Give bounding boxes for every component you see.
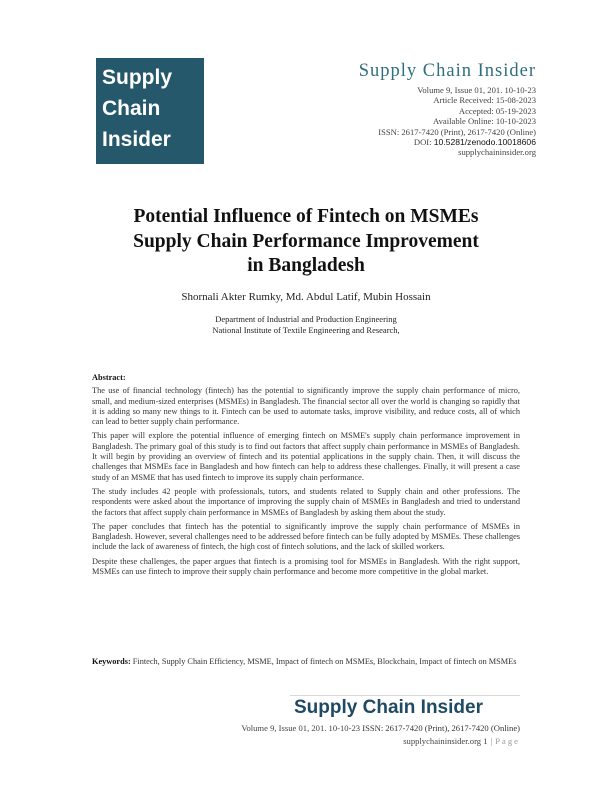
page-separator: | xyxy=(490,736,493,746)
paper-title xyxy=(0,205,612,279)
footer-volume: Volume 9, Issue 01, 201. 10-10-23 xyxy=(241,723,361,733)
footer-page-line xyxy=(403,736,520,746)
abstract-paragraph-1: The use of financial technology (fintech) has the potential to significantly improve the supply chain performance of micro, small, and medium-sized enterprises (MSMEs) in Bangladesh. The financial sector all over the world is changing so rapidly that it is adding so many new things to it. Fintech can be used to automate tasks, improve visibility, and reduce costs, all of which can lead to better supply chain performance. xyxy=(92,386,520,427)
abstract-heading: Abstract: xyxy=(92,373,126,382)
journal-volume: Volume 9, Issue 01, 201. 10-10-23 xyxy=(417,85,536,95)
doi-label: DOI: xyxy=(413,137,432,148)
affiliation-line-2: National Institute of Textile Engineering and Research, xyxy=(212,324,400,335)
article-received: Article Received: 15-08-2023 xyxy=(433,95,536,106)
abstract-paragraph-5: Despite these challenges, the paper argues that fintech is a promising tool for MSMEs in Bangladesh. With the right support, MSMEs can use fintech to improve their supply chain performance and become more competitive in the global market. xyxy=(92,556,520,577)
journal-issn: ISSN: 2617-7420 (Print), 2617-7420 (Online) xyxy=(378,126,536,137)
logo-line-2: Chain xyxy=(102,97,161,120)
journal-title: Supply Chain Insider xyxy=(358,61,536,81)
keywords-label: Keywords: xyxy=(92,657,131,666)
keywords-text: Fintech, Supply Chain Efficiency, MSME, Impact of fintech on MSMEs, Blockchain, Impact of fintech on MSMEs xyxy=(130,657,517,666)
article-available: Available Online: 10-10-2023 xyxy=(433,116,536,127)
affiliation xyxy=(0,314,612,335)
abstract-section xyxy=(92,373,520,581)
doi-link[interactable]: 10.5281/zenodo.10018606 xyxy=(433,137,536,148)
page-number: 1 xyxy=(483,736,488,746)
title-line-2: Supply Chain Performance Improvement xyxy=(133,230,479,252)
logo-line-1: Supply xyxy=(102,66,173,89)
affiliation-line-1: Department of Industrial and Production Engineering xyxy=(215,314,397,324)
footer-brand: Supply Chain Insider xyxy=(294,697,483,718)
journal-website[interactable]: supplychaininsider.org xyxy=(458,147,536,158)
authors: Shornali Akter Rumky, Md. Abdul Latif, Mubin Hossain xyxy=(181,291,431,303)
abstract-paragraph-3: The study includes 42 people with professionals, tutors, and students related to Supply chain and other professions. The respondents were asked about the importance of improving the supply chain of MSMEs in Bangladesh and tried to understand the factors that affect supply chain performance in MSMEs of Bangladesh by asking them about the study. xyxy=(92,486,520,517)
journal-logo xyxy=(96,58,204,164)
page-label: Page xyxy=(495,736,520,746)
keywords xyxy=(92,657,520,667)
logo-line-3: Insider xyxy=(102,128,171,151)
abstract-paragraph-4: The paper concludes that fintech has the potential to significantly improve the supply chain performance of MSMEs in Bangladesh. However, several challenges need to be addressed before fintech can be fully adopted by MSMEs. These challenges include the lack of awareness of fintech, the high cost of fintech solutions, and the lack of skilled workers. xyxy=(92,521,520,552)
doi-line xyxy=(359,137,536,147)
footer-issn: ISSN: 2617-7420 (Print), 2617-7420 (Online) xyxy=(360,723,520,733)
abstract-paragraph-2: This paper will explore the potential influence of emerging fintech on MSME's supply chain performance improvement in Bangladesh. The primary goal of this study is to find out factors that affect supply chain performance in MSMEs of Bangladesh. It will begin by providing an overview of fintech and its potential applications in the supply chain. Then, it will discuss the challenges that MSMEs face in Bangladesh and how fintech can help to address these challenges. Finally, it will present a case study of an MSME that has used fintech to improve its supply chain performance. xyxy=(92,431,520,482)
footer-volume-line xyxy=(241,723,520,733)
footer-divider xyxy=(290,695,520,696)
title-line-1: Potential Influence of Fintech on MSMEs xyxy=(133,206,479,227)
footer-website[interactable]: supplychaininsider.org xyxy=(403,736,482,746)
article-accepted: Accepted: 05-19-2023 xyxy=(458,105,536,116)
title-line-3: in Bangladesh xyxy=(247,255,365,276)
journal-header xyxy=(359,60,536,158)
